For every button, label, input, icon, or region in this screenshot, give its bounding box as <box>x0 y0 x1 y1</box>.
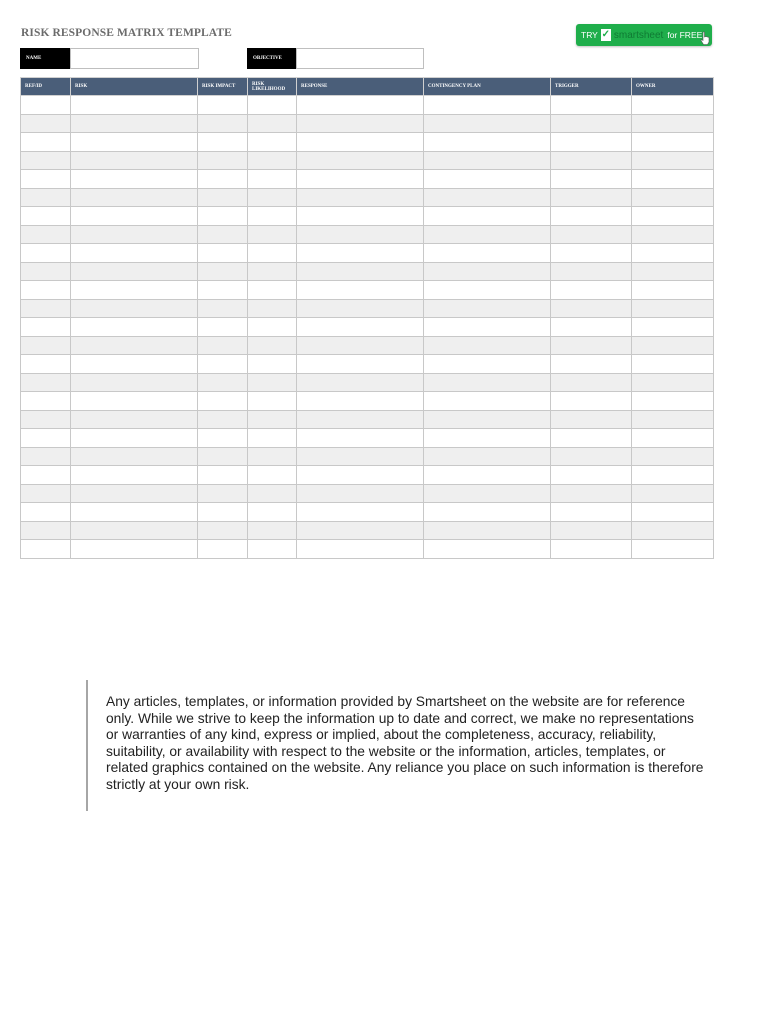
cell-risk-likelihood[interactable] <box>248 484 297 503</box>
cell-contingency-plan[interactable] <box>424 151 551 170</box>
cell-risk-likelihood[interactable] <box>248 318 297 337</box>
cell-trigger[interactable] <box>551 281 632 300</box>
table-header-row <box>21 78 714 96</box>
cell-risk-likelihood[interactable] <box>248 188 297 207</box>
cell-trigger[interactable] <box>551 318 632 337</box>
checkmark-icon: ✓ <box>601 29 611 40</box>
table-row <box>21 466 714 485</box>
cell-risk-impact[interactable] <box>198 133 248 152</box>
cell-owner[interactable] <box>632 392 714 411</box>
cell-risk[interactable] <box>71 133 198 152</box>
cell-contingency-plan[interactable] <box>424 244 551 263</box>
objective-field[interactable] <box>296 48 424 69</box>
cell-owner[interactable] <box>632 410 714 429</box>
cell-contingency-plan[interactable] <box>424 318 551 337</box>
cell-contingency-plan[interactable] <box>424 373 551 392</box>
cell-risk[interactable] <box>71 392 198 411</box>
try-smartsheet-button[interactable] <box>576 24 712 46</box>
cell-risk-likelihood[interactable] <box>248 151 297 170</box>
cell-trigger[interactable] <box>551 151 632 170</box>
cell-trigger[interactable] <box>551 466 632 485</box>
cta-try-label: TRY <box>581 30 598 40</box>
cell-risk-impact[interactable] <box>198 207 248 226</box>
cell-trigger[interactable] <box>551 336 632 355</box>
cell-risk-impact[interactable] <box>198 484 248 503</box>
cell-ref-id[interactable] <box>21 114 71 133</box>
column-header-risk: RISK <box>71 78 198 96</box>
cell-response[interactable] <box>297 244 424 263</box>
cell-ref-id[interactable] <box>21 225 71 244</box>
cell-risk-likelihood[interactable] <box>248 114 297 133</box>
cell-response[interactable] <box>297 207 424 226</box>
cell-owner[interactable] <box>632 151 714 170</box>
column-header-contingency-plan: CONTINGENCY PLAN <box>424 78 551 96</box>
cell-owner[interactable] <box>632 188 714 207</box>
name-field[interactable] <box>70 48 199 69</box>
cell-contingency-plan[interactable] <box>424 281 551 300</box>
cell-risk-likelihood[interactable] <box>248 225 297 244</box>
cell-owner[interactable] <box>632 225 714 244</box>
cell-ref-id[interactable] <box>21 244 71 263</box>
cell-trigger[interactable] <box>551 262 632 281</box>
cell-contingency-plan[interactable] <box>424 466 551 485</box>
table-row <box>21 281 714 300</box>
disclaimer-text: Any articles, templates, or information provided by Smartsheet on the website are for reference only. While we strive to keep the information up to date and correct, we make no representations or warranties of any kind, express or implied, about the completeness, accuracy, reliability, suitability, or availability with respect to the website or the information, articles, templates, or related graphics contained on the website. Any reliance you place on such information is therefore strictly at your own risk. <box>86 680 706 811</box>
cell-response[interactable] <box>297 281 424 300</box>
cell-contingency-plan[interactable] <box>424 447 551 466</box>
cell-contingency-plan[interactable] <box>424 336 551 355</box>
cell-owner[interactable] <box>632 484 714 503</box>
table-row <box>21 207 714 226</box>
cell-contingency-plan[interactable] <box>424 484 551 503</box>
cell-contingency-plan[interactable] <box>424 521 551 540</box>
cell-ref-id[interactable] <box>21 429 71 448</box>
table-row <box>21 410 714 429</box>
cell-trigger[interactable] <box>551 299 632 318</box>
cell-trigger[interactable] <box>551 96 632 115</box>
table-row <box>21 151 714 170</box>
cell-risk-impact[interactable] <box>198 540 248 559</box>
cell-response[interactable] <box>297 466 424 485</box>
column-header-risk-likelihood: RISK LIKELIHOOD <box>248 78 297 96</box>
table-row <box>21 114 714 133</box>
cell-ref-id[interactable] <box>21 151 71 170</box>
cell-risk-impact[interactable] <box>198 336 248 355</box>
cell-risk-likelihood[interactable] <box>248 262 297 281</box>
cell-risk-impact[interactable] <box>198 281 248 300</box>
column-header-owner: OWNER <box>632 78 714 96</box>
hand-cursor-icon <box>700 31 710 45</box>
cell-ref-id[interactable] <box>21 96 71 115</box>
cell-risk-likelihood[interactable] <box>248 392 297 411</box>
cell-risk[interactable] <box>71 503 198 522</box>
cell-risk[interactable] <box>71 114 198 133</box>
cell-ref-id[interactable] <box>21 133 71 152</box>
table-row <box>21 225 714 244</box>
cell-contingency-plan[interactable] <box>424 392 551 411</box>
cell-owner[interactable] <box>632 466 714 485</box>
cell-owner[interactable] <box>632 355 714 374</box>
cell-risk-likelihood[interactable] <box>248 133 297 152</box>
cell-trigger[interactable] <box>551 447 632 466</box>
cell-risk[interactable] <box>71 318 198 337</box>
name-label: NAME <box>20 48 71 69</box>
cta-free-label: for FREE <box>667 30 703 40</box>
column-header-risk-impact: RISK IMPACT <box>198 78 248 96</box>
cell-response[interactable] <box>297 336 424 355</box>
cell-risk[interactable] <box>71 466 198 485</box>
cell-ref-id[interactable] <box>21 521 71 540</box>
cell-response[interactable] <box>297 114 424 133</box>
cell-trigger[interactable] <box>551 373 632 392</box>
cell-risk[interactable] <box>71 540 198 559</box>
table-row <box>21 318 714 337</box>
table-row <box>21 540 714 559</box>
cell-ref-id[interactable] <box>21 392 71 411</box>
cell-risk-likelihood[interactable] <box>248 429 297 448</box>
cell-response[interactable] <box>297 503 424 522</box>
table-body <box>21 96 714 559</box>
cell-risk-likelihood[interactable] <box>248 466 297 485</box>
cell-ref-id[interactable] <box>21 373 71 392</box>
cell-trigger[interactable] <box>551 521 632 540</box>
cell-owner[interactable] <box>632 262 714 281</box>
cell-risk-impact[interactable] <box>198 392 248 411</box>
cell-response[interactable] <box>297 429 424 448</box>
cell-owner[interactable] <box>632 503 714 522</box>
cell-owner[interactable] <box>632 447 714 466</box>
cell-contingency-plan[interactable] <box>424 429 551 448</box>
cell-contingency-plan[interactable] <box>424 410 551 429</box>
table-row <box>21 484 714 503</box>
cell-owner[interactable] <box>632 114 714 133</box>
cell-risk[interactable] <box>71 188 198 207</box>
cell-contingency-plan[interactable] <box>424 207 551 226</box>
cell-trigger[interactable] <box>551 225 632 244</box>
cell-trigger[interactable] <box>551 114 632 133</box>
cell-risk-likelihood[interactable] <box>248 96 297 115</box>
cell-risk-likelihood[interactable] <box>248 355 297 374</box>
cell-risk-impact[interactable] <box>198 429 248 448</box>
cell-response[interactable] <box>297 151 424 170</box>
table-row <box>21 447 714 466</box>
cell-risk[interactable] <box>71 410 198 429</box>
cell-contingency-plan[interactable] <box>424 114 551 133</box>
cell-ref-id[interactable] <box>21 540 71 559</box>
cell-contingency-plan[interactable] <box>424 96 551 115</box>
cell-owner[interactable] <box>632 281 714 300</box>
cell-risk-impact[interactable] <box>198 188 248 207</box>
cell-trigger[interactable] <box>551 355 632 374</box>
cell-risk[interactable] <box>71 299 198 318</box>
cell-owner[interactable] <box>632 244 714 263</box>
cell-owner[interactable] <box>632 207 714 226</box>
cell-risk[interactable] <box>71 521 198 540</box>
page-title: RISK RESPONSE MATRIX TEMPLATE <box>21 27 232 39</box>
cell-trigger[interactable] <box>551 133 632 152</box>
cell-risk-impact[interactable] <box>198 114 248 133</box>
cell-risk[interactable] <box>71 355 198 374</box>
table-row <box>21 355 714 374</box>
cell-trigger[interactable] <box>551 392 632 411</box>
cell-risk[interactable] <box>71 484 198 503</box>
cell-risk-impact[interactable] <box>198 355 248 374</box>
cell-risk-likelihood[interactable] <box>248 170 297 189</box>
cell-ref-id[interactable] <box>21 503 71 522</box>
cell-risk[interactable] <box>71 336 198 355</box>
table-row <box>21 133 714 152</box>
cell-risk-impact[interactable] <box>198 262 248 281</box>
cell-risk-likelihood[interactable] <box>248 410 297 429</box>
cta-brand-label: smartsheet <box>613 29 664 41</box>
cell-ref-id[interactable] <box>21 318 71 337</box>
cell-risk[interactable] <box>71 244 198 263</box>
cell-owner[interactable] <box>632 133 714 152</box>
column-header-trigger: TRIGGER <box>551 78 632 96</box>
cell-response[interactable] <box>297 96 424 115</box>
cell-risk[interactable] <box>71 281 198 300</box>
cell-risk[interactable] <box>71 170 198 189</box>
cell-trigger[interactable] <box>551 207 632 226</box>
cell-owner[interactable] <box>632 96 714 115</box>
cell-contingency-plan[interactable] <box>424 355 551 374</box>
cell-owner[interactable] <box>632 429 714 448</box>
cell-ref-id[interactable] <box>21 188 71 207</box>
cell-owner[interactable] <box>632 170 714 189</box>
cell-response[interactable] <box>297 299 424 318</box>
cell-response[interactable] <box>297 484 424 503</box>
table-row <box>21 244 714 263</box>
cell-ref-id[interactable] <box>21 262 71 281</box>
cell-risk[interactable] <box>71 262 198 281</box>
cell-trigger[interactable] <box>551 188 632 207</box>
cell-risk-impact[interactable] <box>198 170 248 189</box>
cell-risk[interactable] <box>71 373 198 392</box>
cell-risk-likelihood[interactable] <box>248 447 297 466</box>
cell-owner[interactable] <box>632 318 714 337</box>
cell-trigger[interactable] <box>551 503 632 522</box>
cell-response[interactable] <box>297 355 424 374</box>
cell-contingency-plan[interactable] <box>424 225 551 244</box>
cell-risk-impact[interactable] <box>198 299 248 318</box>
cell-trigger[interactable] <box>551 410 632 429</box>
cell-response[interactable] <box>297 188 424 207</box>
cell-ref-id[interactable] <box>21 484 71 503</box>
cell-risk-likelihood[interactable] <box>248 244 297 263</box>
risk-response-table <box>20 77 714 559</box>
cell-risk[interactable] <box>71 96 198 115</box>
cell-response[interactable] <box>297 540 424 559</box>
cell-response[interactable] <box>297 133 424 152</box>
cell-trigger[interactable] <box>551 170 632 189</box>
table-row <box>21 503 714 522</box>
cell-owner[interactable] <box>632 373 714 392</box>
cell-response[interactable] <box>297 447 424 466</box>
table-row <box>21 262 714 281</box>
cell-risk-impact[interactable] <box>198 410 248 429</box>
cell-response[interactable] <box>297 521 424 540</box>
cell-risk-likelihood[interactable] <box>248 373 297 392</box>
cell-risk-likelihood[interactable] <box>248 540 297 559</box>
cell-ref-id[interactable] <box>21 336 71 355</box>
cell-risk-impact[interactable] <box>198 373 248 392</box>
table-row <box>21 188 714 207</box>
cell-risk-impact[interactable] <box>198 225 248 244</box>
cell-risk-likelihood[interactable] <box>248 299 297 318</box>
cell-response[interactable] <box>297 410 424 429</box>
cell-risk-likelihood[interactable] <box>248 281 297 300</box>
cell-risk[interactable] <box>71 225 198 244</box>
cell-trigger[interactable] <box>551 429 632 448</box>
cell-contingency-plan[interactable] <box>424 170 551 189</box>
cell-risk-likelihood[interactable] <box>248 521 297 540</box>
cell-contingency-plan[interactable] <box>424 503 551 522</box>
cell-risk-impact[interactable] <box>198 96 248 115</box>
table-row <box>21 170 714 189</box>
cell-risk-impact[interactable] <box>198 503 248 522</box>
cell-ref-id[interactable] <box>21 447 71 466</box>
cell-risk-likelihood[interactable] <box>248 336 297 355</box>
cell-ref-id[interactable] <box>21 410 71 429</box>
cell-trigger[interactable] <box>551 244 632 263</box>
cell-risk-impact[interactable] <box>198 318 248 337</box>
cell-response[interactable] <box>297 170 424 189</box>
cell-trigger[interactable] <box>551 484 632 503</box>
cell-trigger[interactable] <box>551 540 632 559</box>
table-row <box>21 392 714 411</box>
cell-owner[interactable] <box>632 299 714 318</box>
column-header-response: RESPONSE <box>297 78 424 96</box>
cell-response[interactable] <box>297 225 424 244</box>
cell-risk-impact[interactable] <box>198 521 248 540</box>
cell-risk-impact[interactable] <box>198 151 248 170</box>
cell-contingency-plan[interactable] <box>424 188 551 207</box>
cell-risk[interactable] <box>71 151 198 170</box>
table-row <box>21 96 714 115</box>
cell-contingency-plan[interactable] <box>424 133 551 152</box>
table-row <box>21 336 714 355</box>
cell-response[interactable] <box>297 262 424 281</box>
table-row <box>21 429 714 448</box>
cell-ref-id[interactable] <box>21 207 71 226</box>
cell-contingency-plan[interactable] <box>424 299 551 318</box>
cell-response[interactable] <box>297 318 424 337</box>
cell-ref-id[interactable] <box>21 281 71 300</box>
cell-owner[interactable] <box>632 336 714 355</box>
objective-label: OBJECTIVE <box>247 48 297 69</box>
cell-owner[interactable] <box>632 521 714 540</box>
cell-owner[interactable] <box>632 540 714 559</box>
cell-contingency-plan[interactable] <box>424 540 551 559</box>
cell-response[interactable] <box>297 373 424 392</box>
cell-risk[interactable] <box>71 207 198 226</box>
cell-risk-likelihood[interactable] <box>248 503 297 522</box>
cell-contingency-plan[interactable] <box>424 262 551 281</box>
cell-risk-impact[interactable] <box>198 466 248 485</box>
cell-ref-id[interactable] <box>21 170 71 189</box>
cell-ref-id[interactable] <box>21 299 71 318</box>
table-row <box>21 373 714 392</box>
cell-ref-id[interactable] <box>21 466 71 485</box>
table-row <box>21 521 714 540</box>
cell-risk-likelihood[interactable] <box>248 207 297 226</box>
cell-response[interactable] <box>297 392 424 411</box>
cell-risk[interactable] <box>71 429 198 448</box>
cell-risk-impact[interactable] <box>198 447 248 466</box>
column-header-ref-id: REF/ID <box>21 78 71 96</box>
cell-ref-id[interactable] <box>21 355 71 374</box>
cell-risk-impact[interactable] <box>198 244 248 263</box>
table-row <box>21 299 714 318</box>
cell-risk[interactable] <box>71 447 198 466</box>
